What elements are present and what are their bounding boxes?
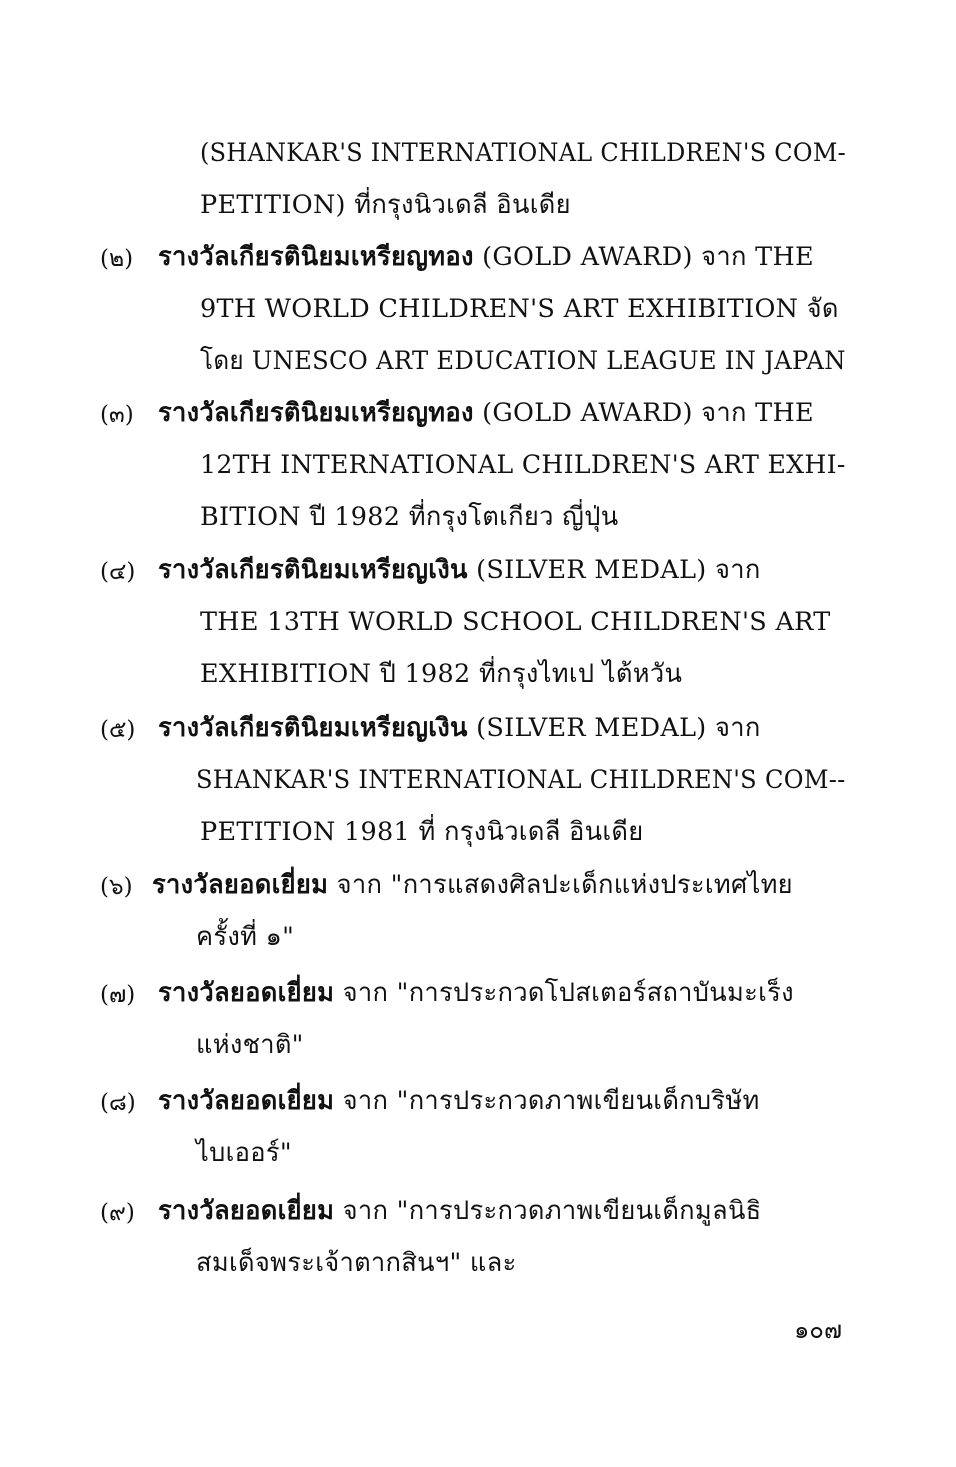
page-number: ๑๐๗ — [794, 1316, 842, 1344]
item-2-line-3: โดย UNESCO ART EDUCATION LEAGUE IN JAPAN — [200, 346, 846, 376]
item-9-first-line — [158, 1194, 762, 1228]
item-1-line-2: PETITION) ที่กรุงนิวเดลี อินเดีย — [200, 190, 571, 220]
item-2-first-line — [158, 240, 814, 274]
item-5-line-3: PETITION 1981 ที่ กรุงนิวเดลี อินเดีย — [200, 817, 644, 847]
item-8-award: รางวัลยอดเยี่ยม — [158, 1086, 335, 1116]
item-8-first-rest: จาก "การประกวดภาพเขียนเด็กบริษัท — [334, 1086, 760, 1116]
item-4-award: รางวัลเกียรตินิยมเหรียญเงิน — [158, 555, 468, 585]
item-8-line-2: ไบเออร์" — [196, 1138, 292, 1168]
item-6-award: รางวัลยอดเยี่ยม — [152, 870, 329, 900]
item-9-number: (๙) — [100, 1200, 135, 1226]
item-6-number: (๖) — [100, 874, 133, 900]
item-2-number: (๒) — [100, 246, 134, 272]
item-9-line-2: สมเด็จพระเจ้าตากสินฯ" และ — [196, 1248, 517, 1278]
item-5-award: รางวัลเกียรตินิยมเหรียญเงิน — [158, 713, 468, 743]
item-4-line-3: EXHIBITION ปี 1982 ที่กรุงไทเป ไต้หวัน — [200, 659, 683, 689]
item-4-line-2: THE 13TH WORLD SCHOOL CHILDREN'S ART — [200, 607, 831, 637]
item-5-first-line — [158, 711, 761, 745]
item-6-first-rest: จาก "การแสดงศิลปะเด็กแห่งประเทศไทย — [328, 870, 793, 900]
item-9-first-rest: จาก "การประกวดภาพเขียนเด็กมูลนิธิ — [334, 1196, 762, 1226]
item-4-first-line — [158, 553, 761, 587]
item-3-award: รางวัลเกียรตินิยมเหรียญทอง — [158, 398, 474, 428]
item-7-first-line — [158, 976, 794, 1010]
item-5-number: (๕) — [100, 717, 136, 743]
item-8-number: (๘) — [100, 1090, 136, 1116]
item-2-award: รางวัลเกียรตินิยมเหรียญทอง — [158, 242, 474, 272]
item-3-number: (๓) — [100, 402, 134, 428]
item-7-award: รางวัลยอดเยี่ยม — [158, 978, 335, 1008]
item-6-first-line — [152, 868, 793, 902]
item-7-number: (๗) — [100, 982, 136, 1008]
item-8-first-line — [158, 1084, 760, 1118]
item-7-line-2: แห่งชาติ" — [196, 1030, 304, 1060]
item-2-first-rest: (GOLD AWARD) จาก THE — [473, 242, 814, 272]
item-3-line-2: 12TH INTERNATIONAL CHILDREN'S ART EXHI- — [200, 450, 846, 480]
item-6-line-2: ครั้งที่ ๑" — [196, 922, 295, 952]
item-9-award: รางวัลยอดเยี่ยม — [158, 1196, 335, 1226]
item-7-first-rest: จาก "การประกวดโปสเตอร์สถาบันมะเร็ง — [334, 978, 794, 1008]
item-4-first-rest: (SILVER MEDAL) จาก — [467, 555, 761, 585]
item-5-line-2: SHANKAR'S INTERNATIONAL CHILDREN'S COM-- — [196, 765, 846, 795]
item-3-first-line — [158, 396, 814, 430]
item-4-number: (๔) — [100, 559, 136, 585]
item-2-line-2: 9TH WORLD CHILDREN'S ART EXHIBITION จัด — [200, 294, 839, 324]
item-3-first-rest: (GOLD AWARD) จาก THE — [473, 398, 814, 428]
item-1-line-1: (SHANKAR'S INTERNATIONAL CHILDREN'S COM- — [200, 138, 846, 168]
item-5-first-rest: (SILVER MEDAL) จาก — [467, 713, 761, 743]
item-3-line-3: BITION ปี 1982 ที่กรุงโตเกียว ญี่ปุ่น — [200, 502, 619, 532]
